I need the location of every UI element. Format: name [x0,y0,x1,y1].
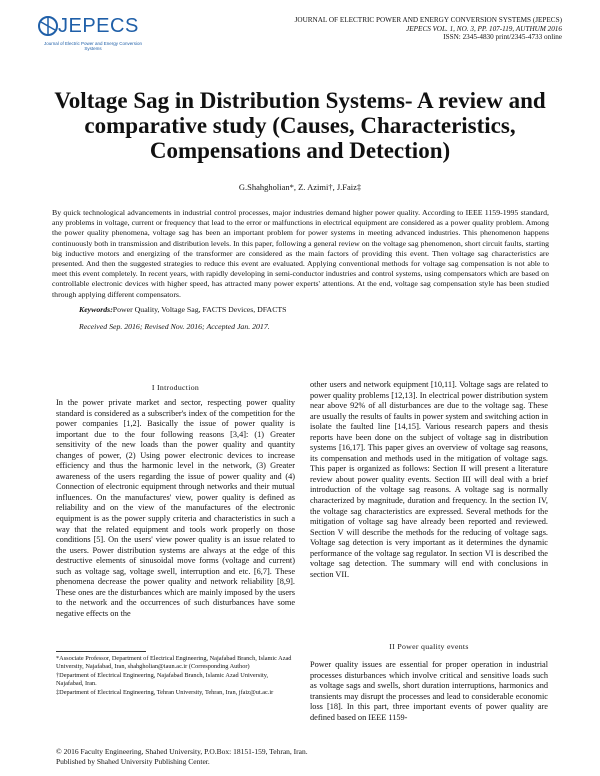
footnote: †Department of Electrical Engineering, Najafabad Branch, Islamic Azad University, Najafabad, Iran. [56,672,269,687]
section-heading-introduction: I Introduction [151,383,200,392]
journal-name: JOURNAL OF ELECTRIC POWER AND ENERGY CONVERSION SYSTEMS (JEPECS) [294,16,562,24]
issn-line: ISSN: 2345-4830 print/2345-4733 online [443,33,562,42]
body-column-right: other users and network equipment [10,11]. Voltage sags are related to power quality problems [12,13]. In electrical power distribution system near above 92% of all disturbances are due to the voltage sag. These are usually the results of faults in power system and switching action in isolate the faulted line [14,15]. Various research papers and thesis reports have been done on the subject of voltage sag in distribution systems [16,17]. This paper gives an overview of voltage sag reasons, its compensation and methods used in the mitigation of voltage sags. This paper is organized as follows: Section II will present a literature review about power quality events. Section III will deal with a brief introduction of the voltage sag reasons. A voltage sag is normally characterized by magnitude, duration and frequency. In the section IV, the voltage sag characteristics are expressed. Several methods for the mitigation of voltage sag have already been reported and reviewed. Section V will describe the methods for the reducing of voltage sags. Voltage sag detection is very important as it determines the dynamic performance of the voltage sag regulator. In section VI is described the voltage sag detection. The summary will end with conclusions in section VII. [310,380,548,579]
section-heading-power-quality: II Power quality events [389,642,469,651]
volume-line: JEPECS VOL. 1, NO. 3, PP. 107-119, AUTHUM 2016 [406,24,562,33]
footnote: ‡Department of Electrical Engineering, Tehran University, Tehran, Iran, jfaiz@ut.ac.ir [56,689,274,697]
body-column-right-section2: Power quality issues are essential for proper operation in industrial processes disturbances which involve critical and sensitive loads such as voltage sags and swells, short duration interruptions, harmonics and transients may disrupt the processes and lead to considerable economic loss [18]. In this part, three important events of power quality are defined based on IEEE 1159- [310,660,548,722]
logo-tagline: Journal of Electric Power and Energy Conversion Systems [43,41,143,51]
keywords-label: Keywords: [79,305,113,314]
footnote-divider [56,651,146,652]
footnotes [56,655,295,698]
copyright-block [56,747,456,767]
journal-info [232,16,562,42]
keywords-list: Power Quality, Voltage Sag, FACTS Devices, DFACTS [112,305,287,314]
authors: G.Shahgholian*, Z. Azimi†, J.Faiz‡ [238,182,362,192]
footnote: *Associate Professor, Department of Electrical Engineering, Najafabad Branch, Islamic Azad University, Najafabad, Iran, shahgholian@iaun.ac.ir (Corresponding Author) [56,655,292,670]
keywords [79,305,539,314]
publisher: Published by Shahed University Publishing Center. [56,757,210,766]
paper-title: Voltage Sag in Distribution Systems- A review and comparative study (Causes, Characteristics, Compensations and Detection) [54,88,546,163]
logo-text: JEPECS [58,15,139,37]
body-column-left: In the power private market and sector, respecting power quality standard is considered as a subscriber's index of the competition for the power companies [1,2]. Basically the issue of power quality is important due to the four following reasons [3,4]: (1) Greater sensitivity of the new loads than the power quality and quantity changes of power, (2) Using power electronic devices to increase efficiency and thus the harmonic level in the network, (3) Greater awareness of the users regarding the issue of power quality and (4) Connection of electronic equipment through networks and their mutual influences. On the manufactures' view, power quality is defined as reliability and on the view of the manufactures of the electronic equipment is as the power supply criteria and characteristics in such a way that the related equipment and tools work properly on those conditions [5]. On the users' view power quality is an issue related to the users. Power distribution systems are always at the edge of this destructive elements of sinusoidal move forms (voltage and current) such as voltage sag, voltage swell, interruption and etc. [6,7]. These phenomena decrease the power quality and network reliability [8,9]. These ones are the disturbances which are mainly imposed by the users to the network and the occurrences of such disturbances have some negative effects on the [56,398,295,618]
copyright: © 2016 Faculty Engineering, Shahed University, P.O.Box: 18151-159, Tehran, Iran. [56,747,308,756]
abstract: By quick technological advancements in industrial control processes, major industries demand higher power quality. According to IEEE 1159-1995 standard, any problems in voltage, current or frequency that lead to the error or malfunctions in electrical equipment are considered as a power quality problem. Among the power quality phenomena, voltage sag has been an important problem for power systems in meeting advanced industries. This phenomenon happens continuously both in transmission and distribution levels. In this paper, following a general review on the voltage sag phenomenon, short circuit faults, starting big inductive motors and energizing of the transformer are considered as the main factors of providing this event. Then voltage sag characteristics are presented. And then the suggested strategies to reduce this event are evaluated. Applying conventional methods for voltage sag compensation is not able to meet this event completely. In recent years, with rapidly developing in semi-conductor industries and control systems, using compensators which are based on controllable electronic devices with higher speed, has attracted many power experts' attentions. At the end, voltage sag compensation style has been studied through applying different compensators. [52,208,549,299]
received-dates: Received Sep. 2016; Revised Nov. 2016; Accepted Jan. 2017. [79,322,270,331]
logo-emblem-icon [37,14,59,38]
